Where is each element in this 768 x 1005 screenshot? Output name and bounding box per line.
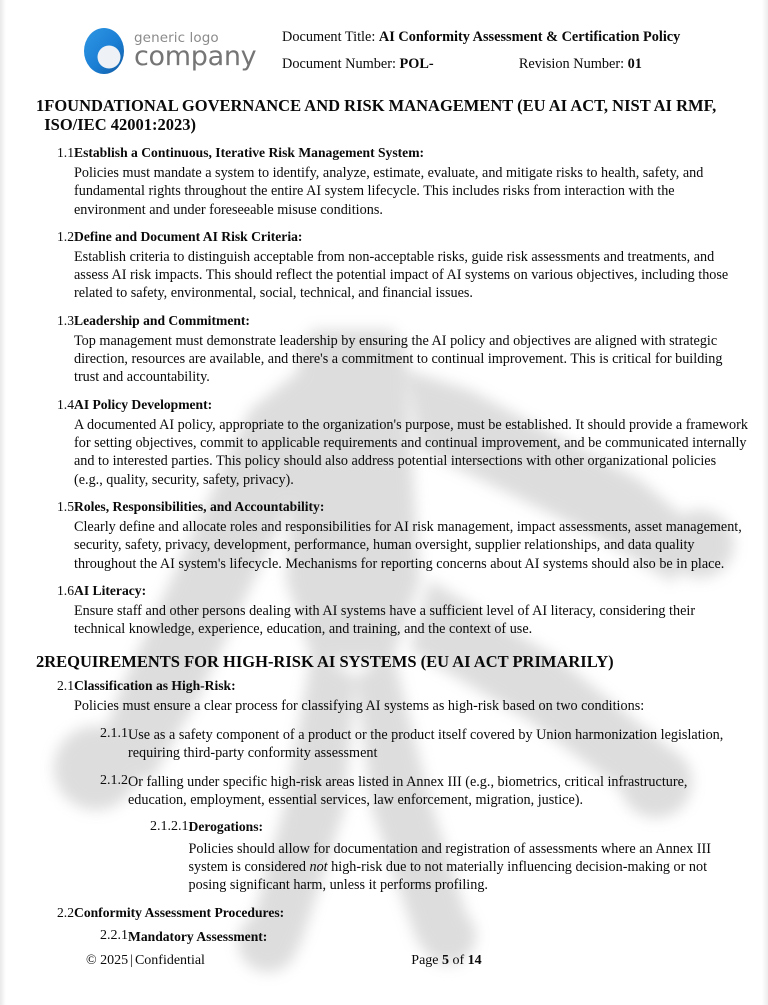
item-text: Policies must ensure a clear process for classifying AI systems as high-risk based on two conditions: (74, 698, 645, 715)
item-number: 2.1 (57, 678, 74, 694)
item-body (74, 313, 748, 387)
of-label: of (452, 953, 465, 968)
item-text: A documented AI policy, appropriate to the organization's purpose, must be established. It should provide a framework for setting objectives, commit to applicable requirements and continual improvement, and be communicated internally and to interested parties. This policy should also address potential intersections with other organizational policies (e.g., quality, security, safety, privacy). (74, 416, 748, 488)
circle-logo-mark (82, 26, 128, 76)
item-body (74, 145, 748, 219)
derogations-text-after: high-risk due to not materially influencing decision-making or not posing significant harm, unless it performs profiling. (188, 859, 708, 894)
item-title: Mandatory Assessment: (128, 928, 268, 944)
list-item-2-1-2 (0, 773, 768, 810)
item-title: Roles, Responsibilities, and Accountability: (74, 498, 325, 514)
item-number: 1.1 (57, 144, 74, 160)
item-text: Use as a safety component of a product or the product itself covered by Union harmonization legislation, requiring third-party conformity assessment (128, 726, 724, 762)
item-number: 2.1.2.1 (150, 818, 189, 834)
document-number-value: POL- (399, 56, 434, 72)
revision-number-value: 01 (627, 56, 642, 72)
section-number: 1 (36, 96, 45, 115)
derogations-text-before: Policies should allow for documentation and registration of assessments where an Annex III system is considered (188, 840, 711, 876)
item-number: 1.6 (57, 582, 74, 598)
item-title: Derogations: (188, 818, 264, 834)
item-text: Establish criteria to distinguish acceptable from non-acceptable risks, guide risk assessments and treatments, and assess AI risk impacts. This should reflect the potential impact of AI systems on various objectives, including those related to safety, environmental, social, technical, and financial issues. (74, 248, 729, 302)
item-title: Establish a Continuous, Iterative Risk Management System: (74, 144, 425, 160)
item-number: 1.3 (57, 312, 74, 328)
document-title-label: Document Title: (282, 29, 376, 45)
list-item-2-2 (0, 905, 768, 922)
item-body (74, 583, 748, 639)
item-number: 2.1.2 (100, 772, 128, 788)
item-number: 2.2 (57, 904, 74, 920)
list-item-1-2 (0, 229, 768, 303)
item-title: Conformity Assessment Procedures: (74, 904, 285, 920)
item-title: Define and Document AI Risk Criteria: (74, 228, 303, 244)
item-body (74, 229, 748, 303)
item-title: Classification as High-Risk: (74, 678, 236, 694)
list-item-1-3 (0, 313, 768, 387)
item-title: Leadership and Commitment: (74, 312, 250, 328)
item-body (189, 819, 743, 895)
list-item-1-6 (0, 583, 768, 639)
logo-line-1: generic logo (134, 29, 219, 46)
list-item-2-1 (0, 678, 768, 715)
item-number: 2.2.1 (100, 927, 128, 943)
item-text: Top management must demonstrate leadership by ensuring the AI policy and objectives are aligned with strategic direction, resources are available, and there's a commitment to continual improvement. This is critical for building trust and accountability. (74, 332, 723, 386)
item-body (128, 928, 742, 946)
item-number: 1.5 (57, 498, 74, 514)
document-number-label: Document Number: (282, 56, 396, 72)
item-body (128, 726, 742, 763)
derogations-text-emphasis: not (309, 859, 328, 876)
item-number: 1.2 (57, 228, 74, 244)
item-body (74, 905, 748, 922)
page-number: 5 (442, 953, 449, 968)
document-header (0, 0, 768, 82)
list-item-2-1-1 (0, 726, 768, 763)
copyright-text: © 2025 (86, 953, 129, 968)
page-total: 14 (467, 953, 482, 968)
revision-number-label: Revision Number: (518, 56, 625, 72)
section-heading-2 (0, 652, 768, 672)
page-label: Page (411, 953, 439, 968)
document-number-row (282, 57, 748, 72)
list-item-2-1-2-1 (0, 819, 768, 895)
item-text: Clearly define and allocate roles and responsibilities for AI risk management, impact assessments, asset management, security, safety, privacy, development, performance, human oversight, supplier relationships, and data quality throughout the AI system's lifecycle. Mechanisms for reporting concerns about AI systems should also be in place. (74, 518, 742, 572)
confidentiality-text: Confidential (134, 953, 205, 968)
list-item-1-4 (0, 397, 768, 489)
document-title-row (282, 30, 748, 45)
logo-wordmark (134, 29, 257, 73)
company-logo (82, 26, 282, 76)
logo-line-2: company (134, 41, 257, 73)
item-number: 1.4 (57, 396, 74, 412)
list-item-1-1 (0, 145, 768, 219)
item-body (74, 397, 748, 489)
footer-separator: | (130, 953, 133, 968)
section-heading-1 (0, 96, 768, 135)
list-item-1-5 (0, 499, 768, 573)
header-metadata (282, 24, 748, 72)
page-number-block (205, 953, 728, 969)
footer-left (86, 953, 205, 969)
item-title: AI Literacy: (74, 582, 147, 598)
item-text (189, 840, 743, 895)
item-number: 2.1.1 (100, 725, 128, 741)
list-item-2-2-1 (0, 928, 768, 946)
item-body (128, 773, 742, 810)
item-text: Policies must mandate a system to identify, analyze, estimate, evaluate, and mitigate risks to health, safety, and fundamental rights throughout the entire AI system lifecycle. This includes risks from interaction with the environment and under foreseeable misuse conditions. (74, 164, 704, 218)
section-number: 2 (36, 652, 45, 672)
item-title: AI Policy Development: (74, 396, 213, 412)
item-body (74, 678, 748, 715)
section-title: REQUIREMENTS FOR HIGH-RISK AI SYSTEMS (EU AI ACT PRIMARILY) (44, 652, 614, 672)
item-body (74, 499, 748, 573)
item-text: Or falling under specific high-risk areas listed in Annex III (e.g., biometrics, critical infrastructure, education, employment, essential services, law enforcement, migration, justice). (128, 773, 688, 809)
item-text: Ensure staff and other persons dealing with AI systems have a sufficient level of AI literacy, considering their technical knowledge, experience, education, and training, and the context of use. (74, 602, 696, 638)
section-title: FOUNDATIONAL GOVERNANCE AND RISK MANAGEMENT (EU AI ACT, NIST AI RMF, ISO/IEC 42001:2023) (44, 96, 717, 135)
document-footer (0, 953, 768, 969)
document-title-value: AI Conformity Assessment & Certification Policy (378, 29, 681, 45)
